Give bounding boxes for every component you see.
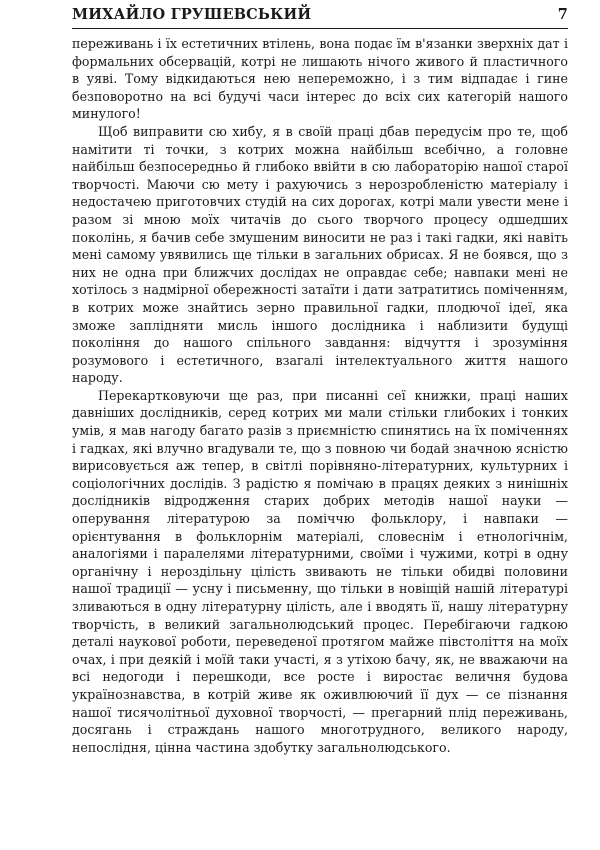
- page-body: [72, 35, 568, 756]
- running-header-author: МИХАЙЛО ГРУШЕВСЬКИЙ: [72, 6, 312, 23]
- paragraph: Перекартковуючи ще раз, при писанні сеї книжки, праці наших давніших дослідників, серед котрих ми мали стільки глибоких і тонких умів, я мав нагоду багато разів з приємністю спинятись на їх поміченнях і гадках, які влучно вгадували те, що з повною чи бодай значною ясністю вирисовується аж тепер, в світлі порівняно-літературних, культурних і соціологічних дослідів. З радістю я помічаю в працях деяких з нинішніх дослідників відродження старих добрих методів нашої науки — оперування літературою за поміччю фольклору, і навпаки — орієнтування в фольклорнім матеріалі, словеснім і етнологічнім, аналогіями і паралелями літературними, своїми і чужими, котрі в одну органічну і нероздільну цілість звивають не тільки обидві половини нашої традиції — усну і письменну, що тільки в новіщій нашій літературі зливаються в одну літературну цілість, але і вводять її, нашу літературну творчість, в великий загальнолюдський процес. Перебігаючи гадкою деталі наукової роботи, переведеної протягом майже півстоліття на моїх очах, і при деякій і моїй таки участі, я з утіхою бачу, як, не вважаючи на всі недогоди і перешкоди, все росте і виростає величня будова українознавства, в котрій живе як оживлюючий її дух — се пізнання нашої тисячолітньої духовної творчості, — прегарний плід переживань, досягань і страждань нашого многотрудного, великого народу, непослідня, цінна частина здобутку загальнолюдського.: [72, 387, 568, 755]
- running-header: [72, 6, 568, 29]
- page-number: 7: [557, 6, 568, 23]
- paragraph-continued: переживань і їх естетичних втілень, вона подає їм в'язанки зверхніх дат і формальних обсервацій, котрі не лишають нічого живого й пластичного в уяві. Тому відкидаються нею непереможно, і з тим відпадає і гине безповоротно на всі будучі часи інтерес до всіх сих категорій нашого минулого!: [72, 36, 568, 122]
- book-page: [72, 6, 568, 756]
- paragraph: Щоб виправити сю хибу, я в своїй праці дбав передусім про те, щоб намітити ті точки, з котрих можна найбільш всебічно, а головне найбільш безпосередньо й глибоко ввійти в сю лабораторію нашої старої творчості. Маючи сю мету і рахуючись з нерозробленістю матеріалу і недостачею приготовчих студій на сих дорогах, котрі мали увести мене і разом зі мною моїх читачів до сього творчого процесу одшедших поколінь, я бачив себе змушеним виносити не раз і такі гадки, які навіть мені самому увявились ще тільки в загальних обрисах. Я не боявся, що з них не одна при ближчих дослідах не оправдає себе; навпаки мені не хотілось з надмірної обережності затаїти і дати затратитись поміченням, в котрих може знайтись зерно правильної гадки, плодючої ідеї, яка зможе заплідняти мисль іншого дослідника і наблизити будущі покоління до нашого спільного завдання: відчуття і зрозуміння розумового і естетичного, взагалі інтелектуального життя нашого народу.: [72, 123, 568, 386]
